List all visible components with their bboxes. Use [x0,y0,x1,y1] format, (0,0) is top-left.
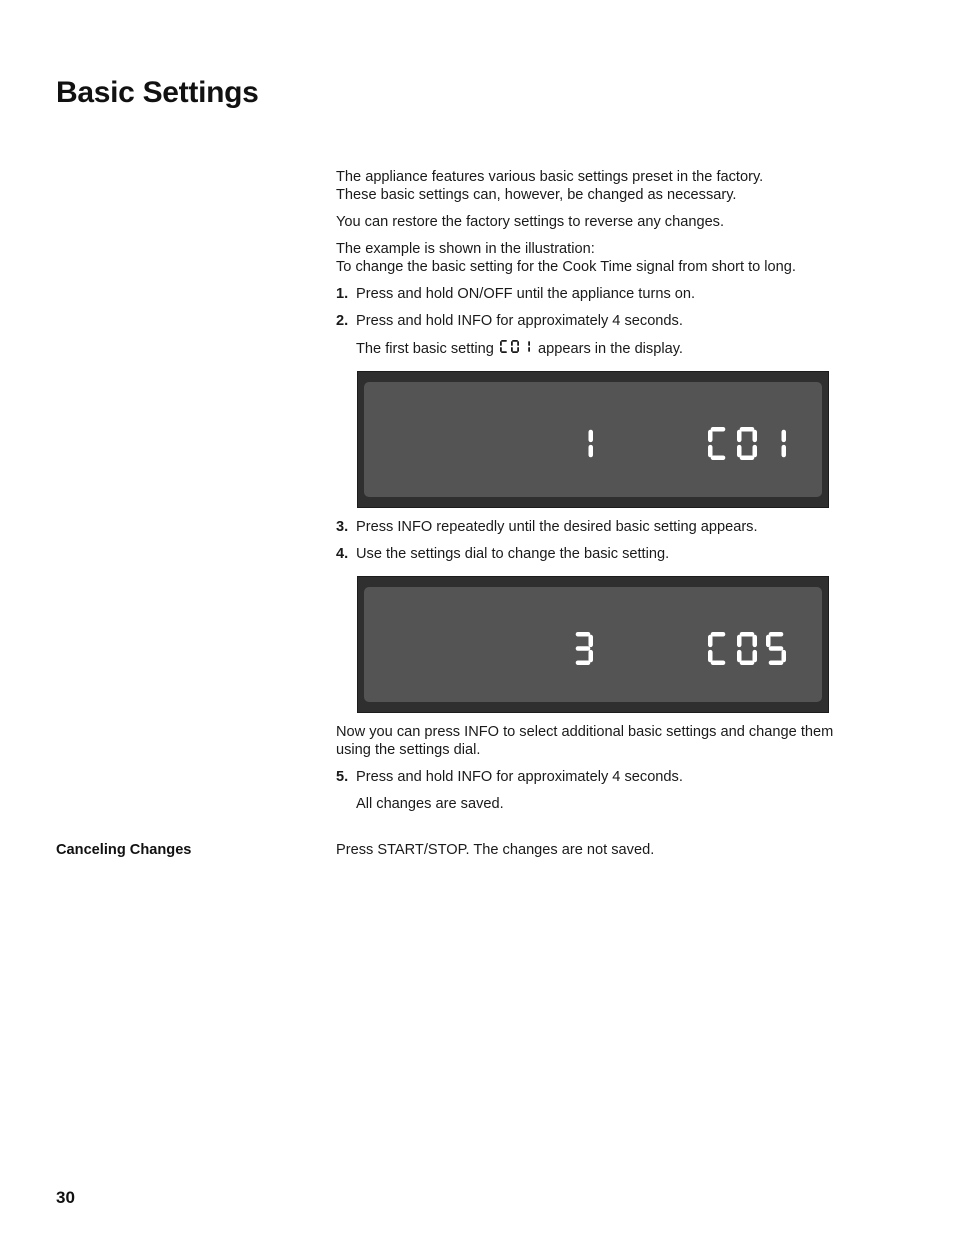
segment-a [740,632,755,637]
intro-example-detail: To change the basic setting for the Cook Time signal from short to long. [336,259,796,275]
segment-f [766,635,771,647]
setting-number-readout [576,632,593,665]
segment-c [753,445,758,457]
segment-c [782,445,787,457]
segment-b [517,341,519,346]
intro-line-2: These basic settings can, however, be changed as necessary. [336,187,737,203]
intro-example: The example is shown in the illustration: [336,241,595,257]
segment-a [711,632,726,637]
segment-f [737,430,742,442]
step-text: Press and hold INFO for approximately 4 seconds. [356,313,683,329]
setting-number-readout [589,430,594,458]
segment-f [737,635,742,647]
step-2-note [336,339,866,358]
setting-code-digit [708,632,725,665]
canceling-changes-text: Press START/STOP. The changes are not saved. [336,842,655,858]
inline-code-digit [528,341,530,352]
setting-code-digit [782,430,787,458]
segment-e [737,650,742,662]
segment-b [753,430,758,442]
step-1 [336,285,866,303]
segment-d [740,661,755,666]
step-number: 5. [336,769,349,785]
segment-e [500,347,502,352]
segment-d [711,456,726,461]
segment-c [753,650,758,662]
segment-e [708,445,713,457]
segment-a [501,340,507,342]
setting-code-digit [737,632,757,665]
seven-segment-readout [364,587,822,702]
segment-b [753,635,758,647]
segment-c [782,650,787,662]
step-text: Use the settings dial to change the basic setting. [356,546,670,562]
segment-f [500,341,502,346]
step-5 [336,768,866,786]
segment-b [782,430,787,442]
main-content [336,168,866,822]
display-screen [364,587,822,702]
step-number: 4. [336,546,349,562]
segment-e [708,650,713,662]
note-text-after: appears in the display. [538,341,683,357]
display-screen [364,382,822,497]
display-panel-2 [357,576,829,713]
display-panel-1 [357,371,829,508]
intro-restore: You can restore the factory settings to reverse any changes. [336,214,725,230]
segment-d [576,661,591,666]
step-3 [336,518,866,536]
segment-g [769,646,784,651]
segment-a [711,427,726,432]
inline-code-digit [511,340,519,353]
segment-d [512,351,518,353]
segment-d [501,351,507,353]
segment-f [708,635,713,647]
setting-code-readout [708,427,786,460]
setting-number-digit [576,632,593,665]
segment-b [528,341,530,346]
segment-a [769,632,784,637]
step-text: Press and hold ON/OFF until the appliance turns on. [356,286,696,302]
segment-f [511,341,513,346]
segment-code-glyphs [500,340,530,353]
between-steps-text: Now you can press INFO to select additional basic settings and change them using the settings dial. [336,724,834,758]
segment-c [589,650,594,662]
setting-code-readout [708,632,786,665]
step-text: Press INFO repeatedly until the desired basic setting appears. [356,519,758,535]
segment-c [589,445,594,457]
step-2 [336,312,866,330]
step-number: 3. [336,519,349,535]
step-number: 2. [336,313,349,329]
segment-g [576,646,591,651]
setting-code-digit [737,427,757,460]
canceling-changes-heading: Canceling Changes [56,842,192,858]
segment-f [708,430,713,442]
segment-c [528,347,530,352]
step-5-note: All changes are saved. [356,796,504,812]
step-4 [336,545,866,563]
seven-segment-readout [364,382,822,497]
segment-code-inline [499,339,533,355]
setting-number-digit [589,430,594,458]
page-number: 30 [56,1188,75,1207]
setting-code-digit [708,427,725,460]
segment-b [589,635,594,647]
segment-e [511,347,513,352]
segment-a [576,632,591,637]
inline-code-digit [500,340,507,353]
segment-c [517,347,519,352]
step-number: 1. [336,286,349,302]
segment-d [711,661,726,666]
segment-a [512,340,518,342]
intro-line-1: The appliance features various basic settings preset in the factory. [336,169,764,185]
step-text: Press and hold INFO for approximately 4 seconds. [356,769,683,785]
segment-a [740,427,755,432]
segment-e [737,445,742,457]
segment-b [589,430,594,442]
page-title: Basic Settings [56,76,259,109]
segment-d [769,661,784,666]
segment-d [740,456,755,461]
setting-code-digit [766,632,786,665]
note-text-before: The first basic setting [356,341,494,357]
